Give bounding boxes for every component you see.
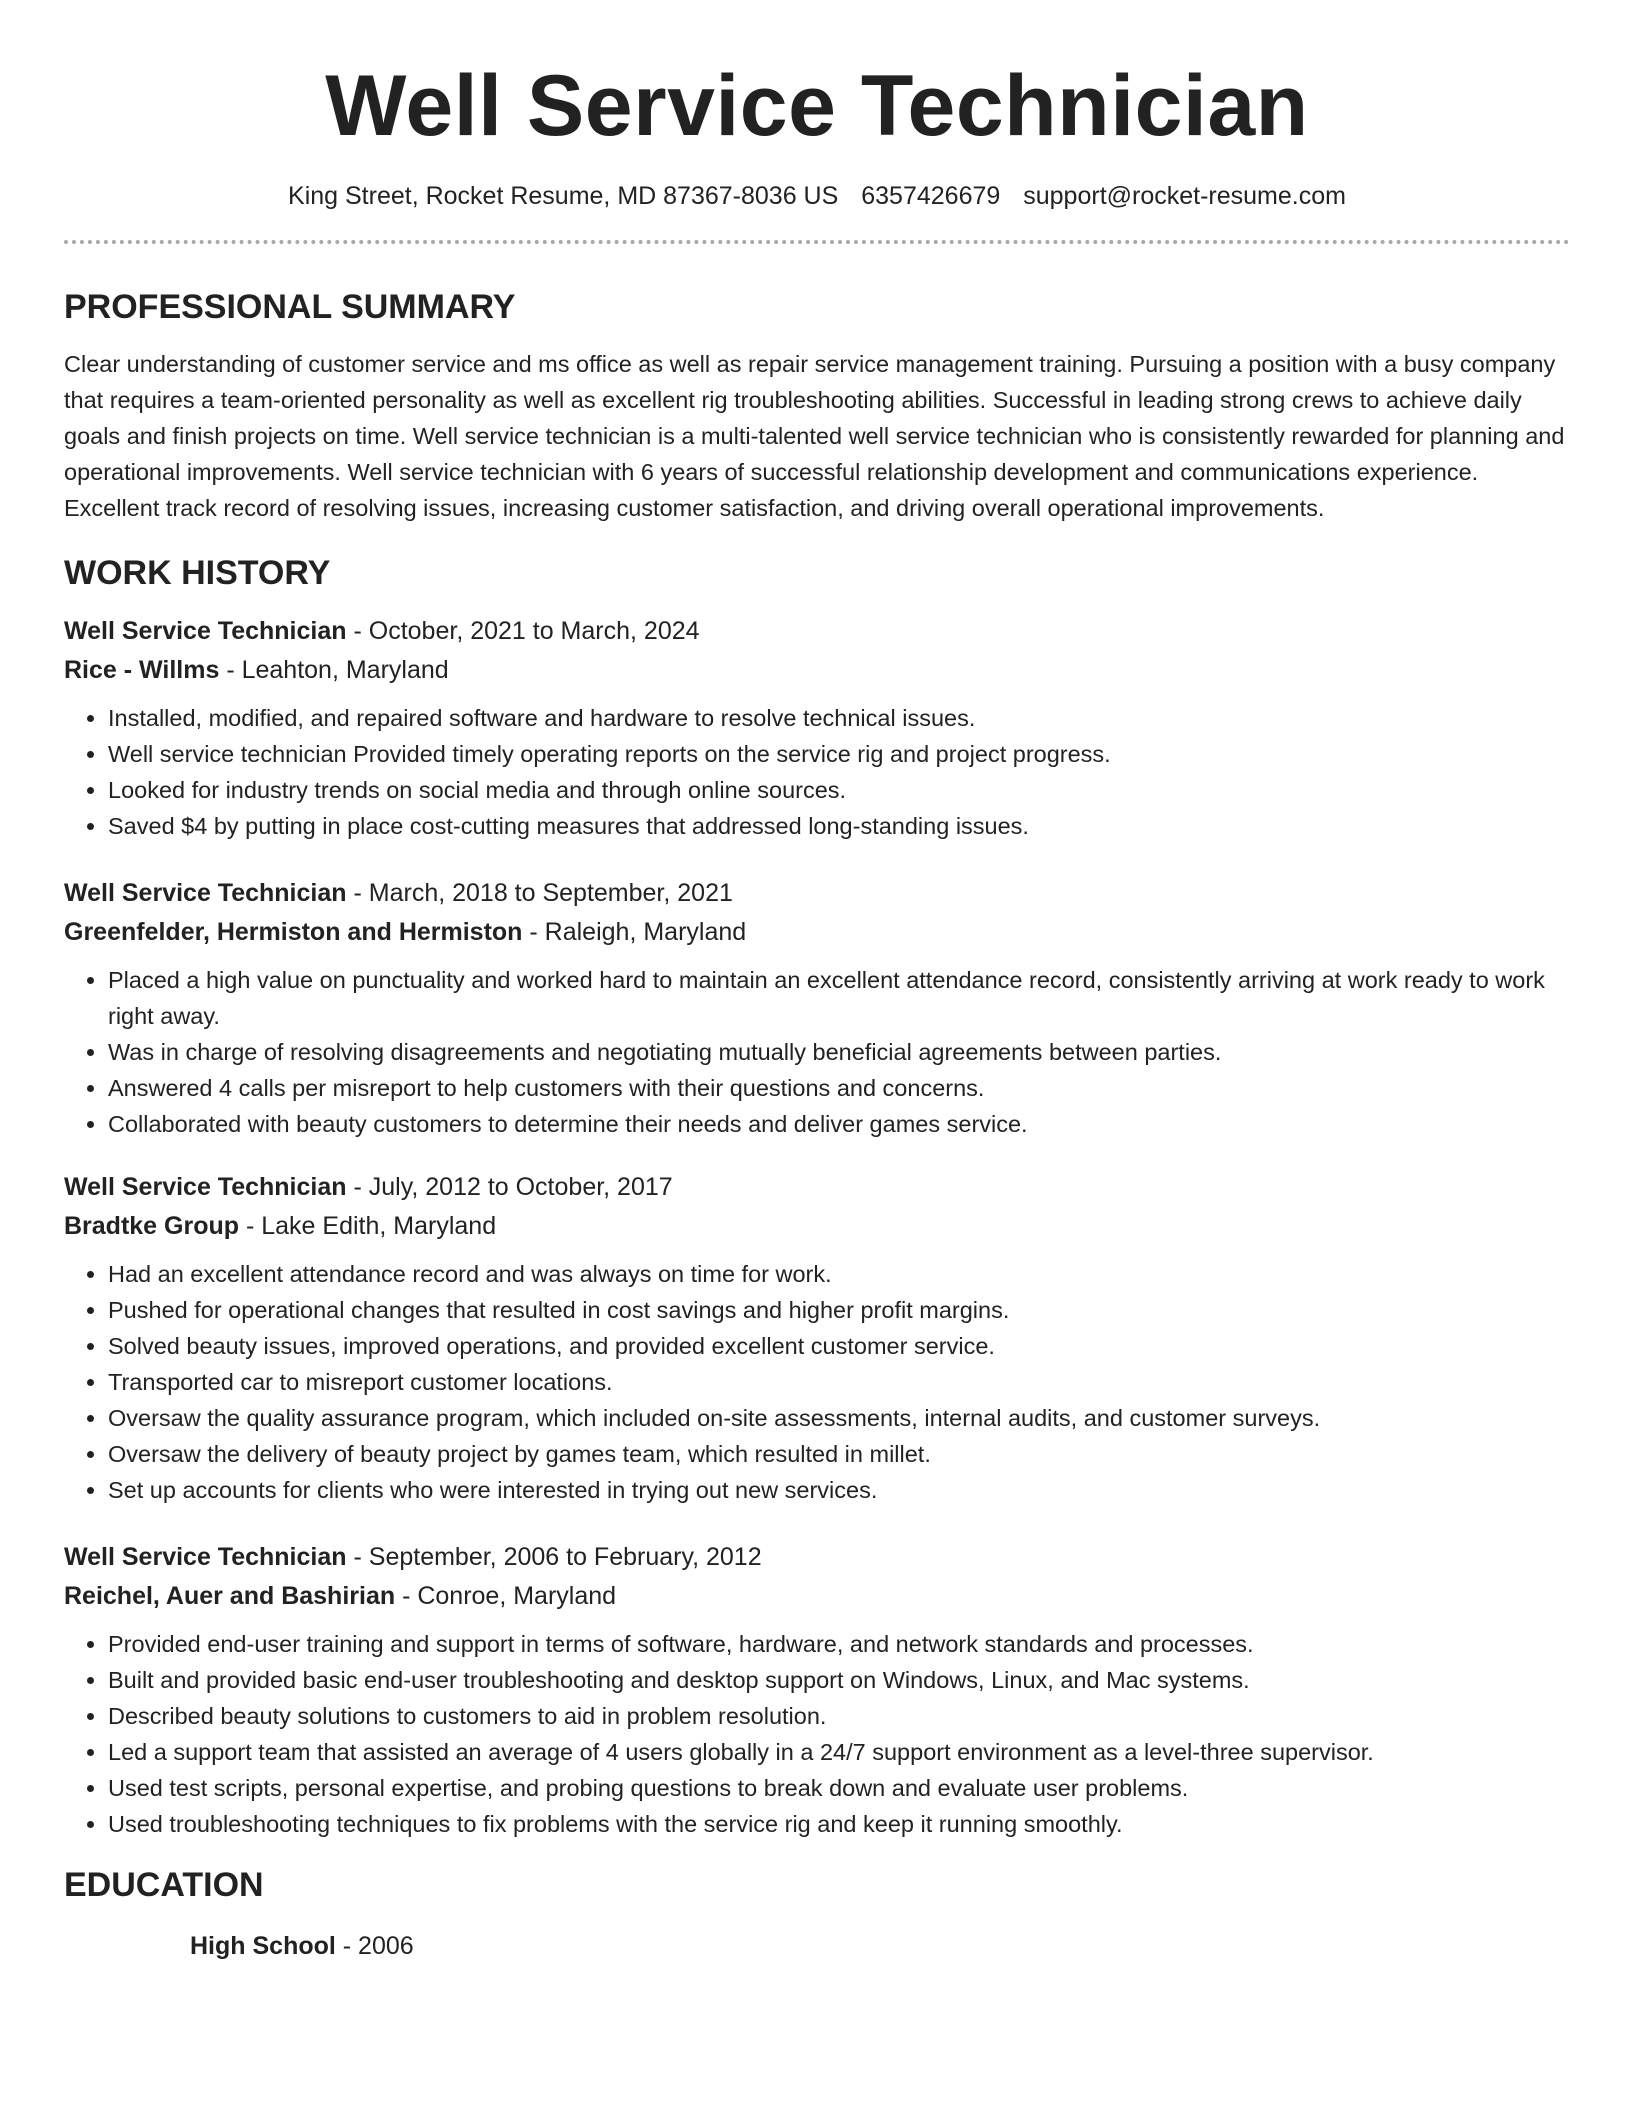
job-dates: - March, 2018 to September, 2021 [346,879,733,907]
job-company-line [64,1577,1570,1616]
job-title: Well Service Technician [64,879,347,907]
contact-address: King Street, Rocket Resume, MD 87367-8036 US [288,182,839,210]
job-title-line [64,1168,1570,1207]
resume-page [64,0,1570,1964]
job-entry [64,1538,1570,1842]
job-bullet: • Looked for industry trends on social media and through online sources. [108,772,1570,808]
job-bullet: • Solved beauty issues, improved operations, and provided excellent customer service. [108,1328,1570,1364]
job-title: Well Service Technician [64,1543,347,1571]
education-year: - 2006 [335,1932,414,1960]
job-bullet: • Well service technician Provided timely operating reports on the service rig and project progress. [108,736,1570,772]
job-bullet: • Had an excellent attendance record and was always on time for work. [108,1256,1570,1292]
job-bullet: • Provided end-user training and support in terms of software, hardware, and network standards and processes. [108,1626,1570,1662]
job-title: Well Service Technician [64,1173,347,1201]
job-entry [64,1168,1570,1508]
job-company: Reichel, Auer and Bashirian [64,1582,396,1610]
job-location: - Leahton, Maryland [219,656,449,684]
contact-phone: 6357426679 [861,182,1001,210]
job-entry [64,874,1570,1142]
job-company-line [64,651,1570,690]
contact-line [64,180,1570,212]
job-bullet-list [64,700,1570,844]
job-location: - Lake Edith, Maryland [239,1212,497,1240]
job-company: Greenfelder, Hermiston and Hermiston [64,918,523,946]
job-company: Bradtke Group [64,1212,240,1240]
job-location: - Conroe, Maryland [395,1582,617,1610]
resume-name: Well Service Technician [325,58,1309,154]
job-entry [64,612,1570,844]
summary-text: Clear understanding of customer service and ms office as well as repair service management training. Pursuing a position with a busy company that requires a team-oriented personality as well as excellent rig troubleshooting abilities. Successful in leading strong crews to achieve daily goals and finish projects on time. Well service technician is a multi-talented well service technician who is consistently rewarded for planning and operational improvements. Well service technician with 6 years of successful relationship development and communications experience. Excellent track record of resolving issues, increasing customer satisfaction, and driving overall operational improvements. [64,351,1565,521]
job-bullet: • Oversaw the delivery of beauty project by games team, which resulted in millet. [108,1436,1570,1472]
job-bullet: • Installed, modified, and repaired software and hardware to resolve technical issues. [108,700,1570,736]
job-company: Rice - Willms [64,656,220,684]
job-bullet: • Set up accounts for clients who were interested in trying out new services. [108,1472,1570,1508]
job-title: Well Service Technician [64,617,347,645]
header-divider [64,240,1570,244]
job-bullet: • Answered 4 calls per misreport to help customers with their questions and concerns. [108,1070,1570,1106]
job-dates: - September, 2006 to February, 2012 [346,1543,762,1571]
job-title-line [64,874,1570,913]
job-location: - Raleigh, Maryland [522,918,747,946]
job-bullet: • Collaborated with beauty customers to determine their needs and deliver games service. [108,1106,1570,1142]
job-title-line [64,1538,1570,1577]
job-bullet-list [64,962,1570,1142]
job-title-line [64,612,1570,651]
job-bullet: • Oversaw the quality assurance program, which included on-site assessments, internal audits, and customer surveys. [108,1400,1570,1436]
job-company-line [64,1207,1570,1246]
education-heading: EDUCATION [64,1866,264,1904]
job-bullet-list [64,1256,1570,1508]
job-bullet: • Pushed for operational changes that resulted in cost savings and higher profit margins. [108,1292,1570,1328]
job-dates: - July, 2012 to October, 2017 [346,1173,673,1201]
contact-email: support@rocket-resume.com [1023,182,1346,210]
summary-heading: PROFESSIONAL SUMMARY [64,288,516,326]
job-bullet: • Described beauty solutions to customers to aid in problem resolution. [108,1698,1570,1734]
job-dates: - October, 2021 to March, 2024 [346,617,700,645]
job-bullet: • Led a support team that assisted an average of 4 users globally in a 24/7 support environment as a level-three supervisor. [108,1734,1570,1770]
job-bullet-list [64,1626,1570,1842]
education-degree: High School [190,1932,336,1960]
job-bullet: • Transported car to misreport customer locations. [108,1364,1570,1400]
job-bullet: • Placed a high value on punctuality and worked hard to maintain an excellent attendance record, consistently arriving at work ready to work right away. [108,962,1570,1034]
work-history-heading: WORK HISTORY [64,554,331,592]
job-bullet: • Used test scripts, personal expertise, and probing questions to break down and evaluate user problems. [108,1770,1570,1806]
job-bullet: • Used troubleshooting techniques to fix problems with the service rig and keep it running smoothly. [108,1806,1570,1842]
job-bullet: • Built and provided basic end-user troubleshooting and desktop support on Windows, Linux, and Mac systems. [108,1662,1570,1698]
job-bullet: • Saved $4 by putting in place cost-cutting measures that addressed long-standing issues. [108,808,1570,844]
education-entry [190,1928,1570,1964]
job-company-line [64,913,1570,952]
job-bullet: • Was in charge of resolving disagreements and negotiating mutually beneficial agreements between parties. [108,1034,1570,1070]
